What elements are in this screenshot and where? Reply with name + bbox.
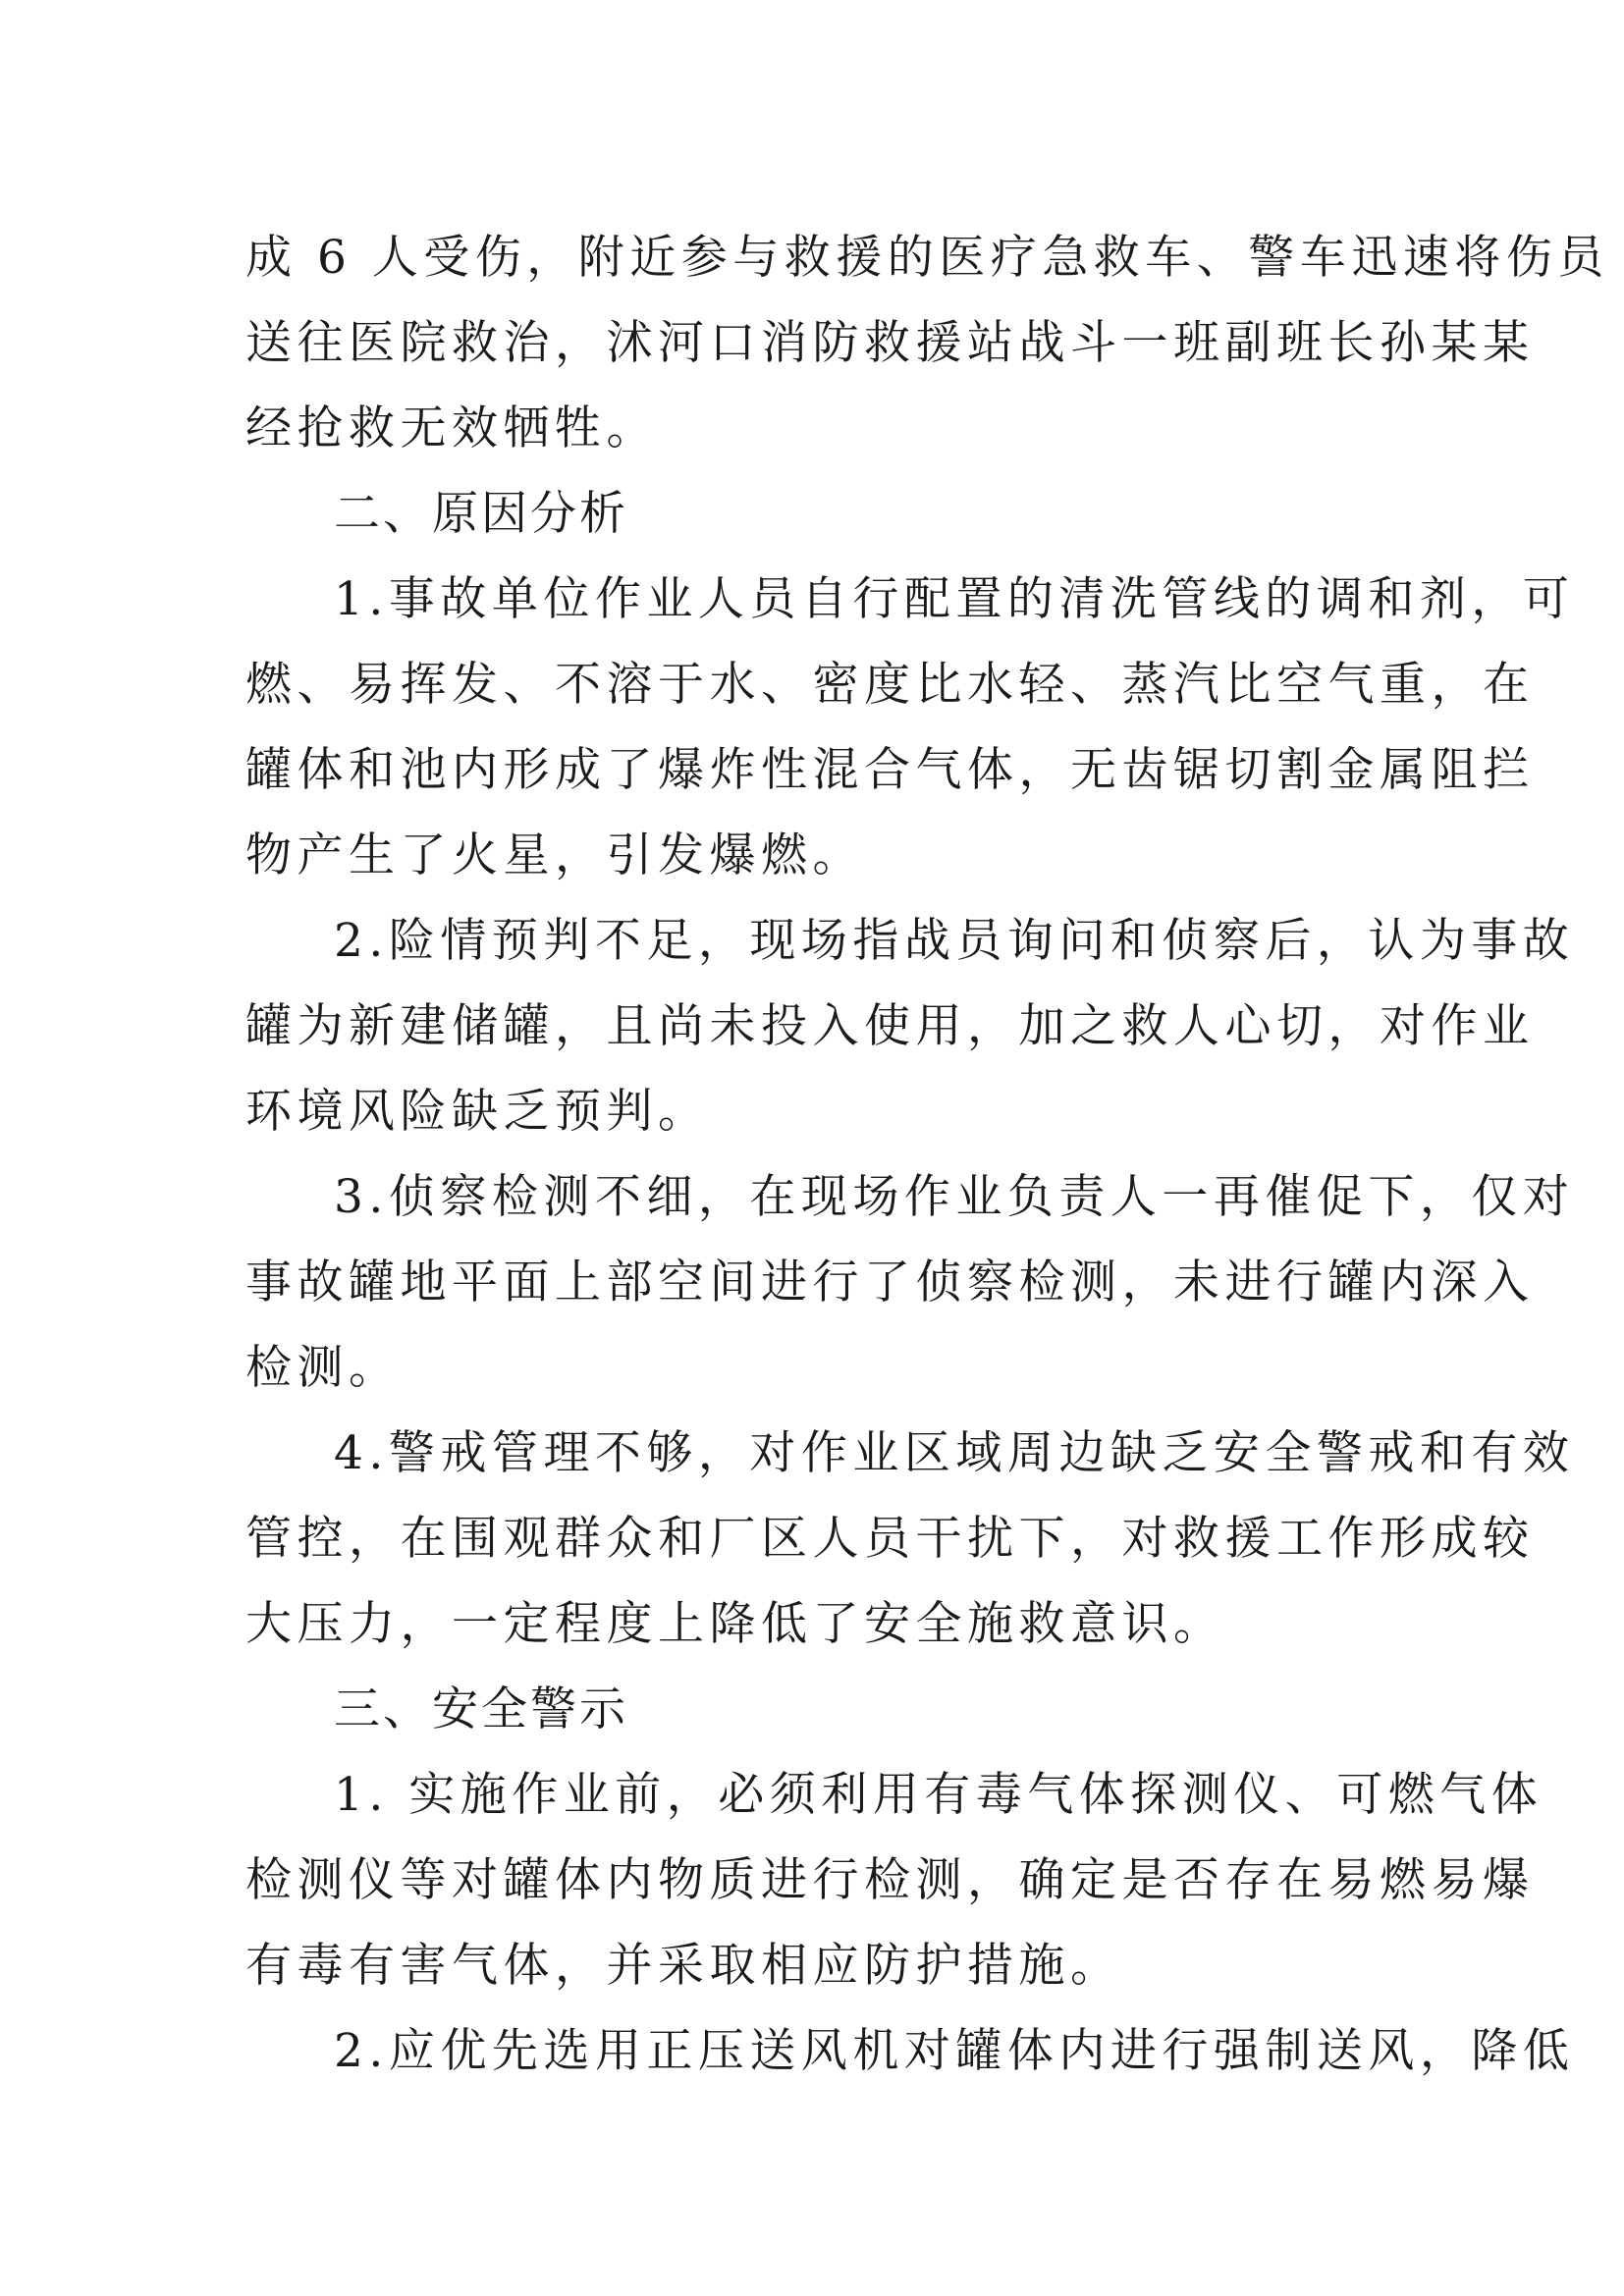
- text-line: 送往医院救治，沭河口消防救援站战斗一班副班长孙某某: [245, 316, 1535, 370]
- text-line: 环境风险缺乏预判。: [245, 1085, 710, 1139]
- text-line: 检测仪等对罐体内物质进行检测，确定是否存在易燃易爆: [245, 1853, 1535, 1907]
- section-heading: 二、原因分析: [334, 487, 628, 541]
- text-line: 2.应优先选用正压送风机对罐体内进行强制送风，降低: [334, 2024, 1575, 2078]
- text-line: 1. 实施作业前，必须利用有毒气体探测仪、可燃气体: [334, 1768, 1543, 1822]
- text-line: 3.侦察检测不细，在现场作业负责人一再催促下，仅对: [334, 1170, 1575, 1224]
- text-line: 检测。: [245, 1341, 401, 1395]
- text-line: 物产生了火星，引发爆燃。: [245, 828, 864, 882]
- text-line: 罐为新建储罐，且尚未投入使用，加之救人心切，对作业: [245, 999, 1535, 1053]
- text-line: 罐体和池内形成了爆炸性混合气体，无齿锯切割金属阻拦: [245, 743, 1535, 797]
- text-line: 事故罐地平面上部空间进行了侦察检测，未进行罐内深入: [245, 1255, 1535, 1309]
- text-line: 4.警戒管理不够，对作业区域周边缺乏安全警戒和有效: [334, 1426, 1575, 1480]
- text-line: 大压力，一定程度上降低了安全施救意识。: [245, 1597, 1225, 1651]
- text-line: 成 6 人受伤，附近参与救援的医疗急救车、警车迅速将伤员: [245, 231, 1609, 285]
- text-line: 2.险情预判不足，现场指战员询问和侦察后，认为事故: [334, 914, 1575, 968]
- text-line: 有毒有害气体，并采取相应防护措施。: [245, 1939, 1122, 1993]
- section-heading: 三、安全警示: [334, 1682, 628, 1736]
- text-line: 管控，在围观群众和厂区人员干扰下，对救援工作形成较: [245, 1512, 1535, 1566]
- text-line: 燃、易挥发、不溶于水、密度比水轻、蒸汽比空气重，在: [245, 658, 1535, 712]
- text-line: 1.事故单位作业人员自行配置的清洗管线的调和剂，可: [334, 572, 1575, 626]
- text-line: 经抢救无效牺牲。: [245, 401, 658, 455]
